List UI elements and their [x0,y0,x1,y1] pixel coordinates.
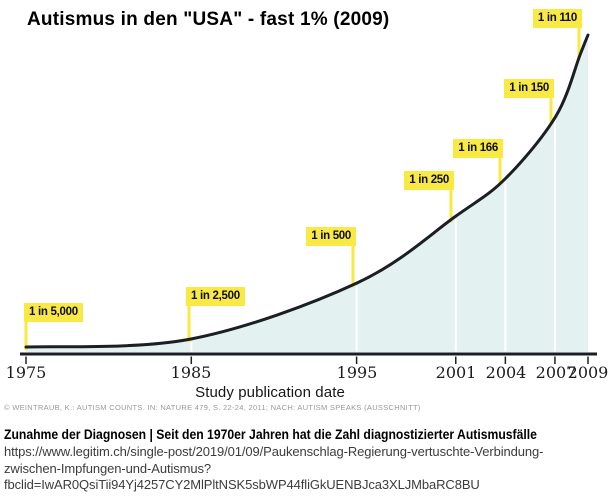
x-axis-title: Study publication date [195,384,345,401]
callout-1-in-166: 1 in 166 [453,139,503,158]
article-url-line-2: zwischen-Impfungen-und-Autismus? [4,460,212,476]
callout-1-in-2500: 1 in 2,500 [186,287,245,306]
x-tick-1985: 1985 [170,363,212,382]
x-tick-1995: 1995 [336,363,378,382]
source-citation: © WEINTRAUB, K.: AUTISM COUNTS. IN: NATURE 479, S. 22-24, 2011; NACH: AUTISM SPEAKS (AUSSCHNITT) [4,403,421,412]
article-url[interactable] [4,444,543,494]
x-tick-2004: 2004 [485,363,527,382]
article-url-line-3: fbclid=IwAR0QsiTii94Yj4257CY2MlPltNSK5sbWP44fliGkUENBJca3XLJMbaRC8BU [4,477,480,492]
article-url-line-1: https://www.legitim.ch/single-post/2019/01/09/Paukenschlag-Regierung-vertuschte-Verbindung- [4,444,544,459]
callout-1-in-500: 1 in 500 [306,227,356,246]
x-tick-2009: 2009 [567,363,609,382]
caption-text: Zunahme der Diagnosen | Seit den 1970er Jahren hat die Zahl diagnostizierter Autismusfälle [4,426,537,442]
x-tick-2007: 2007 [535,363,577,382]
chart-title: Autismus in den "USA" - fast 1% (2009) [27,9,390,30]
x-tick-1975: 1975 [5,363,47,382]
callout-1-in-150: 1 in 150 [504,79,554,98]
callout-1-in-5000: 1 in 5,000 [24,303,83,322]
callout-1-in-110: 1 in 110 [533,9,582,28]
callout-1-in-250: 1 in 250 [404,171,454,190]
x-tick-2001: 2001 [435,363,477,382]
